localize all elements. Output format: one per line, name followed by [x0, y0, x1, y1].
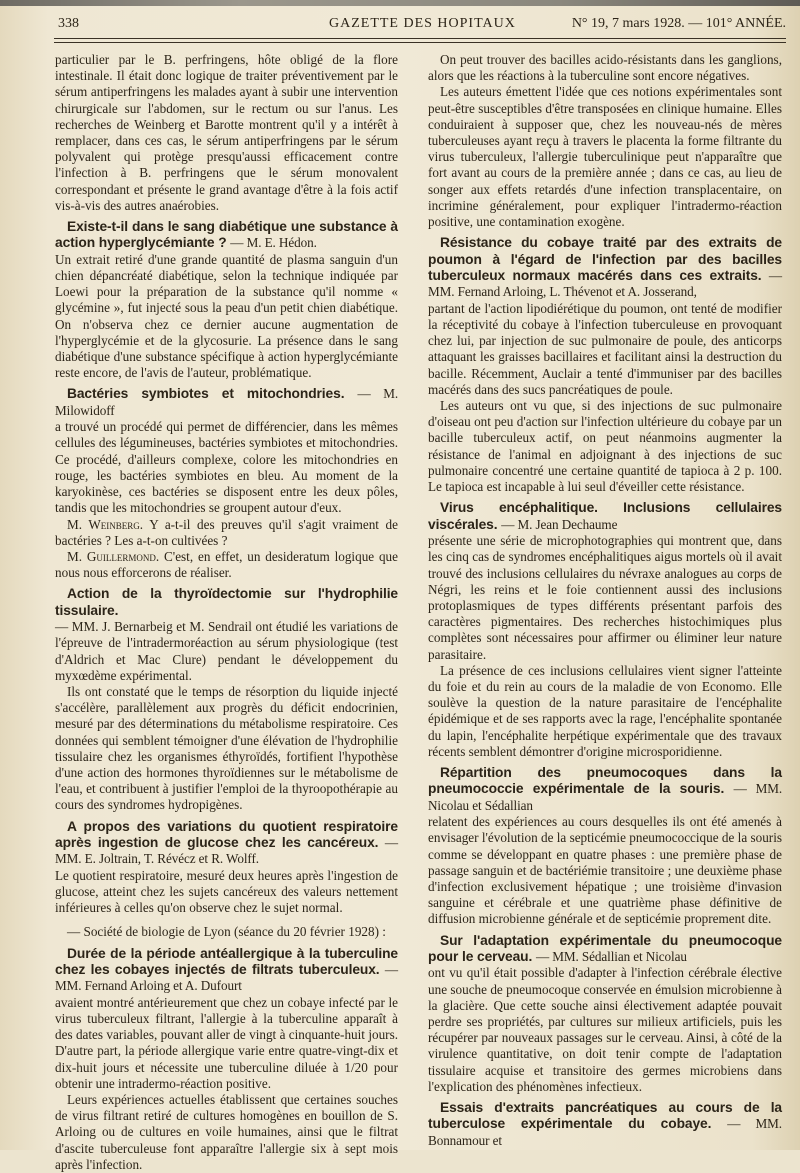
- page-number: 338: [58, 16, 79, 31]
- section-title: Essais d'extraits pancréatiques au cours de la tuberculose expérimentale du cobaye.: [428, 1100, 782, 1132]
- right-column: [428, 52, 782, 1149]
- section-author: — MM. E. Joltrain, T. Révécz et R. Wolff.: [55, 834, 398, 867]
- section-text: ont étudié les variations de l'épreuve de l'intradermoréaction au sérum physiologique (test d'Aldrich et Mac Clure) pendant le développement du myxœdème expérimental.: [55, 619, 399, 683]
- header-rule: [54, 38, 786, 39]
- section-author: — M. Milowidoff: [55, 386, 399, 418]
- section-heading: [428, 500, 782, 533]
- page-header: [44, 12, 790, 38]
- paragraph: particulier par le B. perfringens, hôte obligé de la flore intestinale. Il était donc logique de traiter préventivement par le sérum antiperfringens les malades ayant à subir une intervention chirurgicale sur l'abdomen, sur le rectum ou sur l'anus. Les recherches de Weinberg et Barotte montrent qu'il y a intérêt à remplacer, dans ces cas, le sérum antiperfringens par le sérum polyvalent qui protège presqu'aussi efficacement contre l'infection à B. perfringens que le sérum monovalent correspondant et présente le grand avantage d'être à la fois actif vis-à-vis des autres anaérobies.: [55, 52, 398, 213]
- section-author: — MM. Nicolau et Sédallian: [428, 781, 783, 813]
- paragraph: On peut trouver des bacilles acido-résistants dans les ganglions, alors que les réactions à la tuberculine sont encore négatives.: [428, 52, 782, 84]
- section-title: Répartition des pneumocoques dans la pneumococcie expérimentale de la souris.: [428, 764, 782, 797]
- society-line: — Société de biologie de Lyon (séance du 20 février 1928) :: [67, 924, 386, 940]
- speaker-name: M. Weinberg.: [67, 516, 144, 532]
- section-heading: [428, 235, 782, 301]
- section-author: — MM. J. Bernarbeig et M. Sendrail: [55, 619, 252, 635]
- section-author: — MM. Bonnamour et: [428, 1116, 782, 1148]
- issue-info: N° 19, 7 mars 1928. — 101° ANNÉE.: [571, 16, 786, 31]
- paragraph: Les auteurs émettent l'idée que ces notions expérimentales sont peut-être susceptibles d'être transposées en clinique humaine. Elles conduiraient à supposer que, chez les nouveau-nés de mères tuberculeuses ayant reçu à travers le placenta la forme filtrante du virus tuberculeux, l'allergie tuberculinique peut n'apparaître que fort avant au cours de la première année ; dans ce cas, au lieu de songer aux effets retardés d'une infection transplacentaire, on incrimine généralement, pour expliquer l'intradermo-réaction positive, une contamination exogène.: [428, 84, 782, 230]
- section-title: Virus encéphalitique. Inclusions cellulaires viscérales.: [428, 500, 782, 532]
- section-author: — M. Jean Dechaume: [501, 516, 618, 532]
- paragraph: relatent des expériences au cours desquelles ils ont été amenés à envisager l'évolution de la septicémie pneumococcique de la souris comme se développant en quatre phases : une première phase de passage sanguin et de bactériémie transitoire ; une deuxième phase d'infection exclusivement hépatique ; une troisième d'invasion sanguine et cérébrale et une quatrième phase définitive de diffusion microbienne générale et de septicémie proprement dite.: [428, 814, 782, 927]
- section-heading: [55, 946, 398, 995]
- section-heading: [428, 933, 782, 966]
- section-heading: [55, 819, 398, 868]
- section-author: — MM. Fernand Arloing, L. Thévenot et A. Josserand,: [428, 268, 782, 300]
- paragraph: Les auteurs ont vu que, si des injections de suc pulmonaire d'oiseau ont peu d'action sur l'infection ultérieure du cobaye par un bacille tuberculeux actif, on peut néanmoins augmenter la résistance de l'animal en adjoignant à des injections de suc pulmonaire concentré une certaine quantité de tapioca à 2 p. 100. Le tapioca est incapable à lui seul d'éveiller cette résistance.: [428, 398, 782, 495]
- section-title: Sur l'adaptation expérimentale du pneumocoque pour le cerveau.: [428, 932, 782, 964]
- paragraph: Un extrait retiré d'une grande quantité de plasma sanguin d'un chien dépancréaté diabétique, selon la technique indiquée par Loewi pour la préparation de la substance qu'il nomme « glycémine », fut injecté sous la peau d'un petit chien diabétique. On n'observa chez ce dernier aucune augmentation de l'hyperglycémie et de la glycosurie. La présence dans le sang diabétique d'une substance spécifique à action hyperglycémiante reste encore, de l'avis de l'auteur, problématique.: [55, 251, 398, 381]
- scan-top-border: [0, 0, 800, 6]
- paragraph: Leurs expériences actuelles établissent que certaines souches de virus filtrant retiré de cultures homogènes en bouillon de S. Arloing ou de cultures en voile humaines, ainsi que le filtrat d'ascite tuberculeuse font apparaître l'allergie six à sept mois après l'infection.: [55, 1092, 398, 1172]
- paragraph: Ils ont constaté que le temps de résorption du liquide injecté s'accélère, parallèlement aux progrès du déficit endocrinien, mesuré par des déterminations du métabolisme respiratoire. Ces données qui semblent témoigner d'une élévation de l'hydrophilie tissulaire chez les organismes éthyroïdés, fortifient l'hypothèse d'une action des hormones thyroïdiennes sur le métabolisme de l'eau, et contribuent à justifier l'emploi de la thyroopothérapie au cours des syndromes hydropigènes.: [55, 683, 398, 813]
- paragraph: La présence de ces inclusions cellulaires vient signer l'atteinte du foie et du rein au cours de la maladie de von Economo. Elle soulève la question de la nature parasitaire de l'encéphalite épidémique et de ses rapports avec la rage, l'encéphalite spontanée du lapin, l'encéphalite herpétique expérimentale que des travaux récents semblent démontrer d'origine microsporidienne.: [428, 662, 782, 759]
- section-heading: [428, 765, 782, 814]
- section-title: Action de la thyroïdectomie sur l'hydrophilie tissulaire.: [55, 586, 398, 618]
- section-title: Existe-t-il dans le sang diabétique une substance à action hyperglycémiante ?: [55, 219, 398, 251]
- section-title: Durée de la période antéallergique à la tuberculine chez les cobayes injectés de filtrats tuberculeux.: [55, 945, 398, 977]
- paragraph: a trouvé un procédé qui permet de différencier, dans les mêmes cellules des légumineuses, bactéries symbiotes et mitochondries. Ce procédé, d'ailleurs complexe, colore les mitochondries en rouge, les bactéries symbiotes en bleu. Au moment de la karyokinèse, ces bactéries se disposent entre les deux pôles, tandis que les mitochondries se groupent autour d'eux.: [55, 419, 398, 516]
- section-author: — MM. Sédallian et Nicolau: [535, 949, 687, 964]
- section-heading: [428, 1100, 782, 1149]
- section-author: — M. E. Hédon.: [230, 235, 317, 251]
- header-rule-thin: [54, 42, 786, 43]
- paragraph: Le quotient respiratoire, mesuré deux heures après l'ingestion de glucose, atteint chez les sujets cancéreux des valeurs nettement inférieures à celles qu'on observe chez le sujet normal.: [55, 867, 398, 916]
- discussion-answer: [55, 549, 398, 581]
- paragraph: partant de l'action lipodiérétique du poumon, ont tenté de modifier la réceptivité du cobaye à l'infection tuberculeuse en provoquant chez lui, par injection de suc pulmonaire de poule, des anticorps attaquant les graisses bacillaires et facilitant ainsi la destruction du bacille. Récemment, Auclair a tenté d'immuniser par des bacilles macérés dans des sucs pancréatiques de poule.: [428, 300, 782, 397]
- section-heading: [55, 219, 398, 252]
- paragraph: avaient montré antérieurement que chez un cobaye infecté par le virus tuberculeux filtrant, l'allergie à la tuberculine apparaît à des dates variables, pouvant aller de vingt à cinquante-huit jours. D'autre part, la période allergique varie entre quatre-vingt-dix et dix-huit jours et nécessite une tuberculine diluée à 1/20 pour obtenir une intradermo-réaction positive.: [55, 994, 398, 1091]
- discussion-question: [55, 517, 398, 549]
- section-title: Bactéries symbiotes et mitochondries.: [67, 386, 345, 402]
- section-title: A propos des variations du quotient respiratoire après ingestion de glucose chez les cancéreux.: [55, 818, 398, 850]
- section-heading: [55, 586, 398, 619]
- speaker-name: M. Guillermond.: [67, 548, 160, 564]
- left-column: [55, 52, 398, 1173]
- section-title: Résistance du cobaye traité par des extraits de poumon à l'égard de l'infection par des bacilles tuberculeux normaux macérés dans ces extraits.: [428, 235, 782, 284]
- section-heading: [55, 386, 398, 419]
- speaker-text: Y a-t-il des preuves qu'il s'agit vraiment de bactéries ? Les a-t-on cultivées ?: [55, 516, 398, 548]
- speaker-text: C'est, en effet, un desideratum logique que nous nous efforcerons de réaliser.: [55, 548, 399, 581]
- paragraph: [55, 619, 398, 684]
- section-author: — MM. Fernand Arloing et A. Dufourt: [55, 962, 398, 994]
- paragraph: ont vu qu'il était possible d'adapter à l'infection cérébrale élective une souche de pneumocoque conservée en émulsion microbienne à la glacière. Que cette souche ainsi électivement adaptée pouvait perdre ses propriétés, par cultures sur milieux artificiels, puis les récupérer par nouveaux passages sur le cerveau. Ainsi, à côté de la virulence quantitative, on doit tenir compte de l'adaptation tissulaire acquise et transitoire des germes microbiens dans l'explication des phénomènes infectieux.: [428, 965, 782, 1094]
- journal-title: GAZETTE DES HOPITAUX: [329, 16, 516, 31]
- paragraph: présente une série de microphotographies qui montrent que, dans les cinq cas de syndromes encéphalitiques aigus mortels où il avait trouvé des inclusions cellulaires du névraxe analogues au corps de Négri, les reins et le foie contiennent aussi des inclusions protoplasmiques de types différents présentant parfois des caractères pigmentaires. Des recherches histochimiques plus complètes sont nécessaires pour affirmer ou éliminer leur nature parasitaire.: [428, 533, 782, 662]
